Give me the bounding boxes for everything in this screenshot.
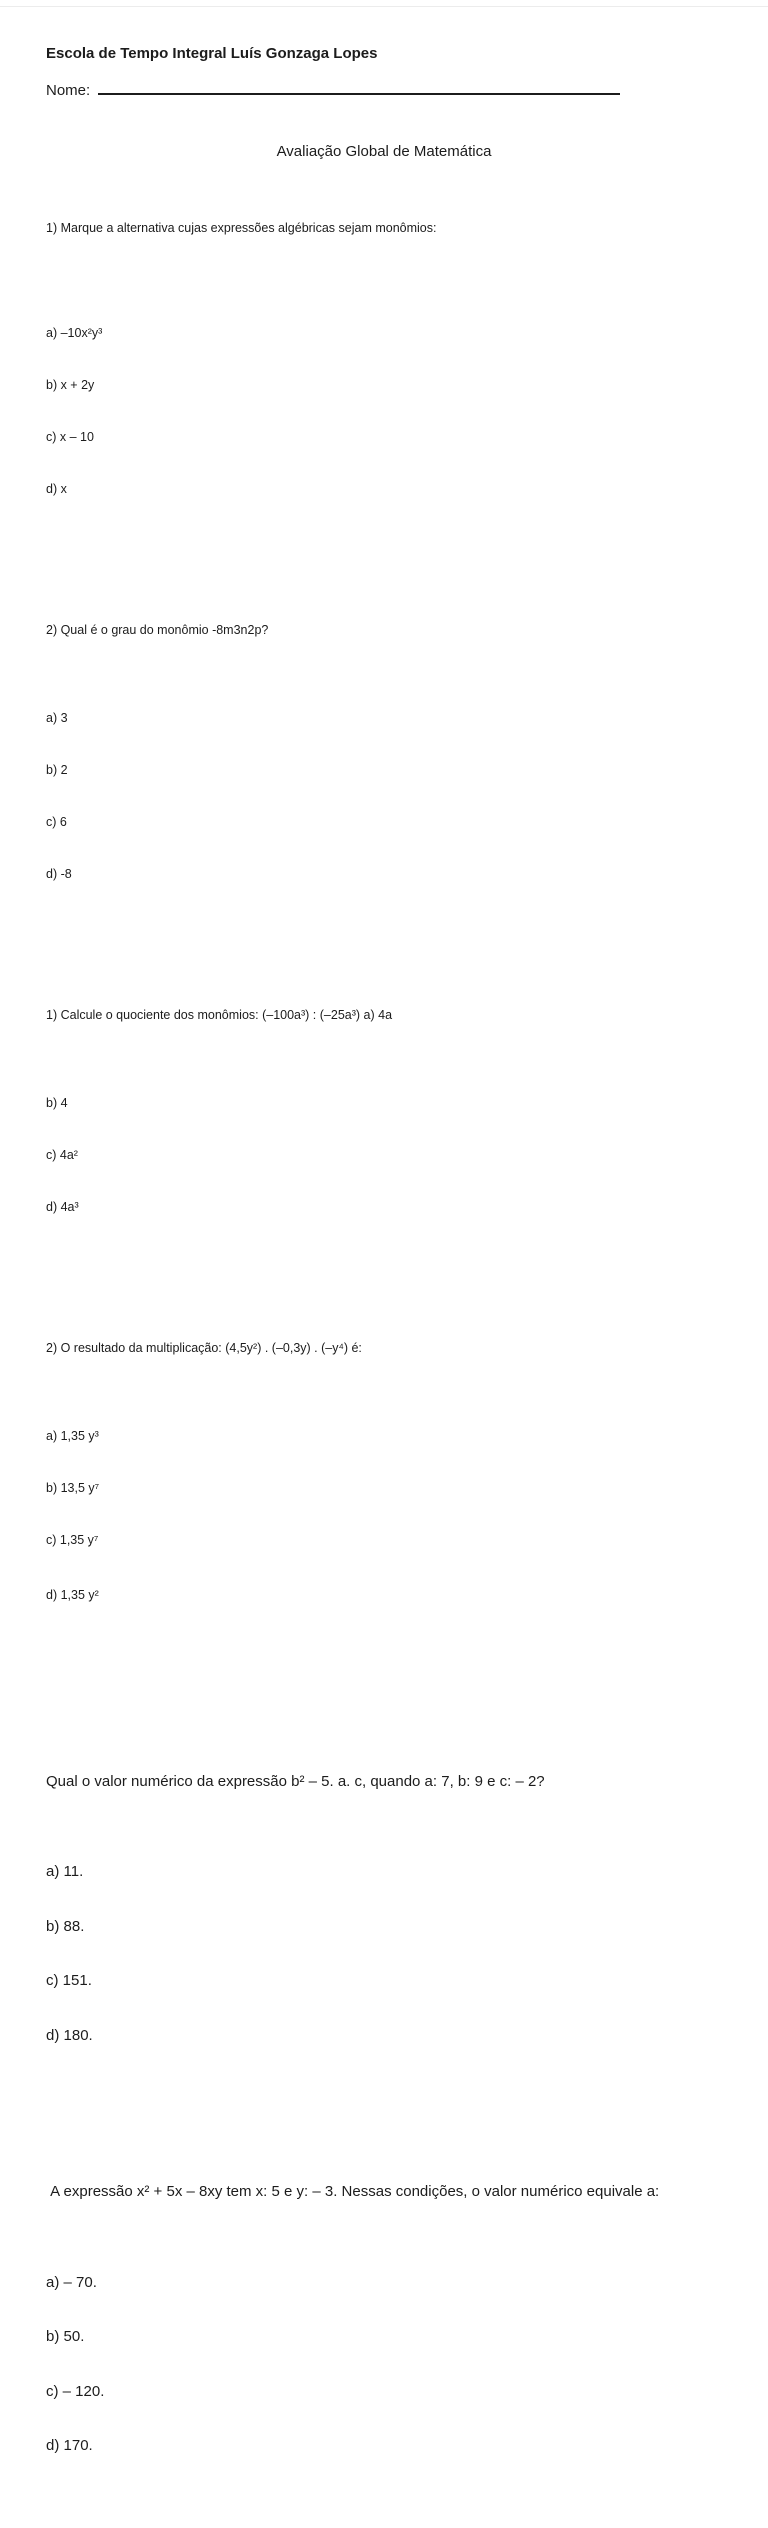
page-top-edge (0, 6, 768, 7)
option-d: d) 170. (46, 2437, 93, 2454)
question-options (46, 289, 722, 533)
option-c: c) x – 10 (46, 430, 94, 444)
option-c: c) 6 (46, 815, 67, 829)
option-b: b) 4 (46, 1096, 68, 1110)
document-title: Avaliação Global de Matemática (276, 143, 492, 160)
question-block-5 (46, 1737, 722, 2118)
option-a: a) – 70. (46, 2273, 97, 2291)
question-block-4 (46, 1304, 722, 1675)
school-name-heading: Escola de Tempo Integral Luís Gonzaga Lopes (46, 45, 378, 62)
question-prompt: A expressão x² + 5x – 8xy tem x: 5 e y: – 3. Nessas condições, o valor numérico equivale a: (46, 2183, 660, 2200)
question-prompt: 1) Calcule o quociente dos monômios: (–100a³) : (–25a³) a) 4a (46, 1008, 393, 1022)
option-d: d) 1,35 y² (46, 1587, 99, 1602)
option-d: d) 4a³ (46, 1200, 79, 1214)
question-prompt: 2) Qual é o grau do monômio -8m3n2p? (46, 623, 269, 637)
name-label: Nome: (46, 82, 91, 99)
question-block-6 (46, 2147, 722, 2528)
option-a: a) –10x²y³ (46, 326, 103, 340)
name-blank-underline (98, 77, 620, 95)
option-a: a) 3 (46, 711, 68, 725)
question-options (46, 674, 722, 918)
option-c: c) 151. (46, 1972, 92, 1989)
option-c: c) 4a² (46, 1148, 78, 1162)
question-options (46, 1059, 722, 1251)
question-prompt: Qual o valor numérico da expressão b² – 5. a. c, quando a: 7, b: 9 e c: – 2? (46, 1772, 545, 1790)
option-c: c) – 120. (46, 2382, 105, 2400)
option-a: a) 1,35 y³ (46, 1429, 99, 1443)
question-options (46, 1392, 722, 1639)
option-d: d) x (46, 482, 67, 496)
question-prompt: 2) O resultado da multiplicação: (4,5y²) . (–0,3y) . (–y⁴) é: (46, 1341, 362, 1355)
option-b: b) x + 2y (46, 378, 95, 392)
option-c: c) 1,35 y⁷ (46, 1533, 99, 1547)
option-b: b) 50. (46, 2328, 85, 2345)
question-prompt: 1) Marque a alternativa cujas expressões algébricas sejam monômios: (46, 221, 437, 235)
option-d: d) -8 (46, 867, 72, 881)
option-b: b) 13,5 y⁷ (46, 1481, 100, 1495)
question-block-1 (46, 184, 722, 569)
option-b: b) 88. (46, 1917, 85, 1935)
name-field-line (46, 77, 722, 102)
option-b: b) 2 (46, 763, 68, 777)
question-block-3 (46, 971, 722, 1287)
question-options (46, 1827, 722, 2081)
question-options (46, 2238, 722, 2492)
option-a: a) 11. (46, 1863, 84, 1880)
option-d: d) 180. (46, 2026, 93, 2044)
question-block-2 (46, 586, 722, 954)
